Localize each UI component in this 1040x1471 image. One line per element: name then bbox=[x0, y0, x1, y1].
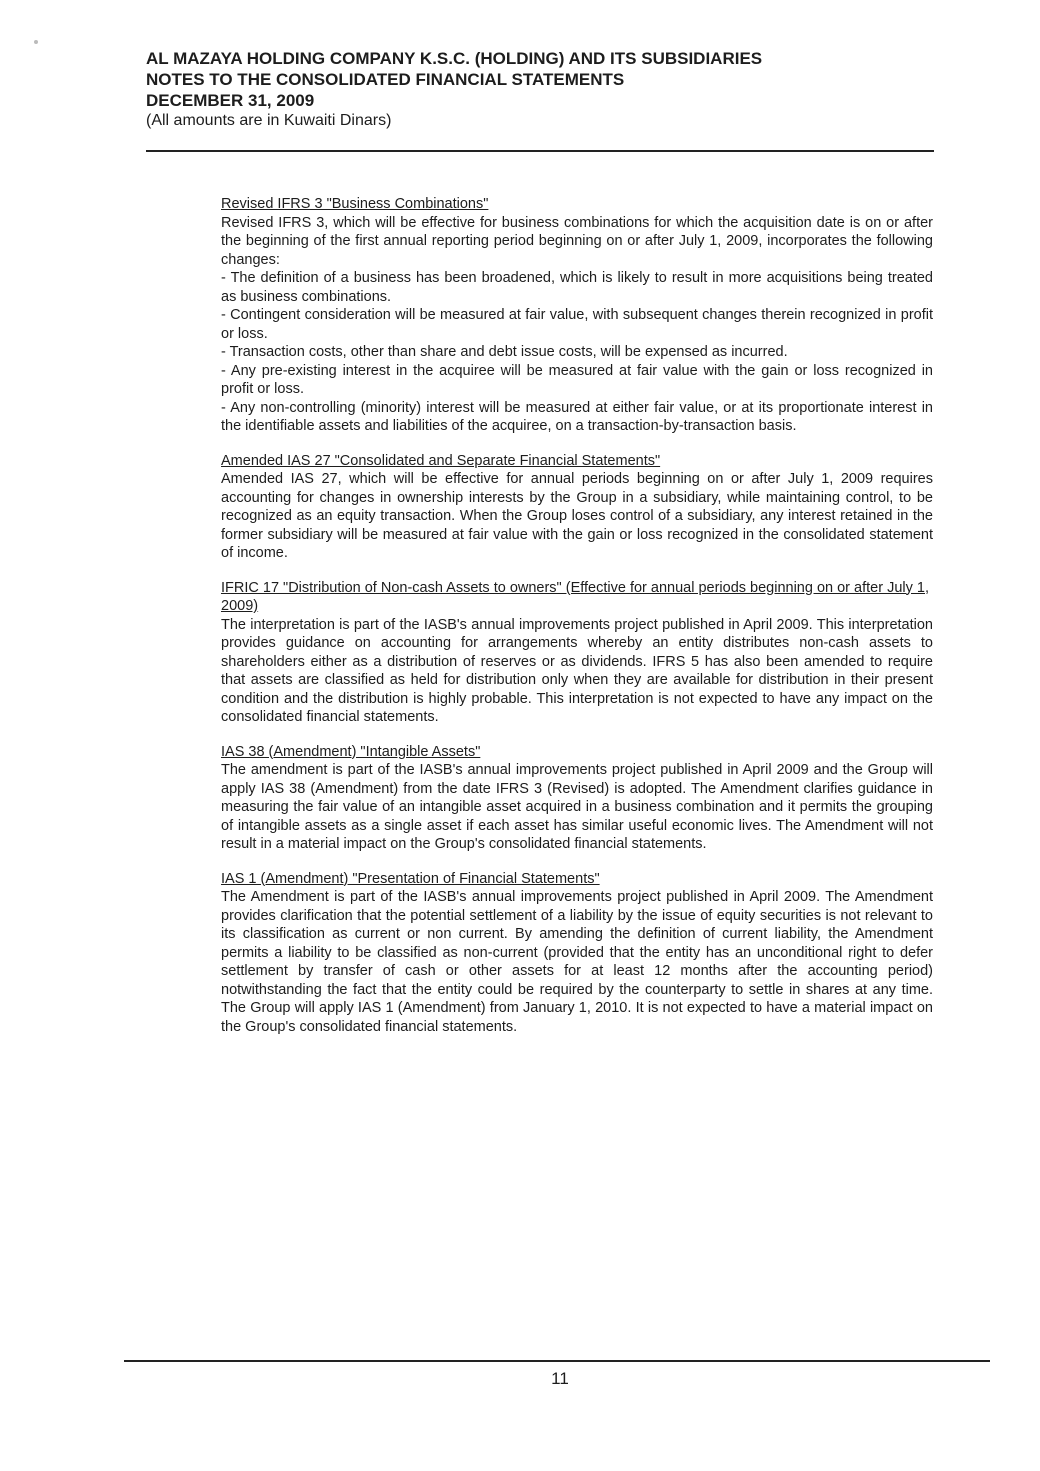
header-divider bbox=[146, 150, 934, 152]
section-ias38 bbox=[221, 743, 933, 854]
notes-content bbox=[221, 195, 933, 1052]
section-title: IAS 1 (Amendment) "Presentation of Financial Statements" bbox=[221, 870, 600, 887]
section-title: Amended IAS 27 "Consolidated and Separate Financial Statements" bbox=[221, 452, 661, 469]
section-title: IAS 38 (Amendment) "Intangible Assets" bbox=[221, 743, 481, 760]
section-body: The Amendment is part of the IASB's annual improvements project published in April 2009. The Amendment provides clarification that the potential settlement of a liability by the issue of equity securities is not relevant to its classification as current or non current. By amending the definition of current liability, the Amendment permits a liability to be classified as non-current (provided that the entity has an unconditional right to defer settlement by transfer of cash or other assets for at least 12 months after the accounting period) notwithstanding the fact that the entity could be required by the counterparty to settle in shares at any time. The Group will apply IAS 1 (Amendment) from January 1, 2010. It is not expected to have a material impact on the Group's consolidated financial statements. bbox=[221, 889, 933, 1035]
scan-speck bbox=[34, 40, 38, 44]
bullet-item: - The definition of a business has been broadened, which is likely to result in more acquisitions being treated as business combinations. bbox=[221, 270, 933, 305]
section-title: Revised IFRS 3 "Business Combinations" bbox=[221, 196, 489, 212]
currency-note: (All amounts are in Kuwaiti Dinars) bbox=[146, 112, 392, 129]
page-number: 11 bbox=[551, 1369, 569, 1388]
section-ifrs3 bbox=[221, 195, 933, 436]
bullet-item: - Contingent consideration will be measured at fair value, with subsequent changes therein recognized in profit or loss. bbox=[221, 307, 933, 342]
statement-date: DECEMBER 31, 2009 bbox=[146, 91, 315, 110]
company-name: AL MAZAYA HOLDING COMPANY K.S.C. (HOLDING) AND ITS SUBSIDIARIES bbox=[146, 49, 763, 68]
bullet-item: - Any non-controlling (minority) interest will be measured at either fair value, or at its proportionate interest in the identifiable assets and liabilities of the acquiree, on a transaction-by-transaction basis. bbox=[221, 399, 933, 434]
section-title: IFRIC 17 "Distribution of Non-cash Assets to owners" (Effective for annual periods beginning on or after July 1, 2009) bbox=[221, 579, 929, 614]
section-body: Amended IAS 27, which will be effective for annual periods beginning on or after July 1, 2009 requires accounting for changes in ownership interests by the Group in a subsidiary, while maintaining control, to be recognized as an equity transaction. When the Group loses control of a subsidiary, any interest retained in the former subsidiary will be measured at fair value with the gain or loss recognized in the consolidated statement of income. bbox=[221, 471, 933, 561]
section-ias1 bbox=[221, 870, 933, 1037]
section-ifric17 bbox=[221, 579, 933, 727]
bullet-item: - Transaction costs, other than share and debt issue costs, will be expensed as incurred. bbox=[221, 344, 788, 360]
page-header bbox=[146, 48, 936, 131]
footer-divider bbox=[124, 1360, 990, 1362]
section-body: The amendment is part of the IASB's annual improvements project published in April 2009 and the Group will apply IAS 38 (Amendment) from the date IFRS 3 (Revised) is adopted. The Amendment clarifies guidance in measuring the fair value of an intangible asset acquired in a business combination and it permits the grouping of intangible assets as a single asset if each asset has similar useful economic lives. The Amendment will not result in a material impact on the Group's consolidated financial statements. bbox=[221, 762, 933, 852]
bullet-item: - Any pre-existing interest in the acquiree will be measured at fair value with the gain or loss recognized in profit or loss. bbox=[221, 362, 933, 397]
document-title: NOTES TO THE CONSOLIDATED FINANCIAL STATEMENTS bbox=[146, 70, 625, 89]
section-body: The interpretation is part of the IASB's annual improvements project published in April 2009. This interpretation provides guidance on accounting for arrangements whereby an entity distributes non-cash assets to shareholders either as a distribution of reserves or as dividends. IFRS 5 has also been amended to require that assets are classified as held for distribution only when they are available for distribution in their present condition and the distribution is highly probable. This interpretation is not expected to have any impact on the consolidated financial statements. bbox=[221, 616, 933, 725]
section-intro: Revised IFRS 3, which will be effective for business combinations for which the acquisition date is on or after the beginning of the first annual reporting period beginning on or after July 1, 2009, incorporates the following changes: bbox=[221, 214, 933, 268]
section-ias27 bbox=[221, 452, 933, 563]
